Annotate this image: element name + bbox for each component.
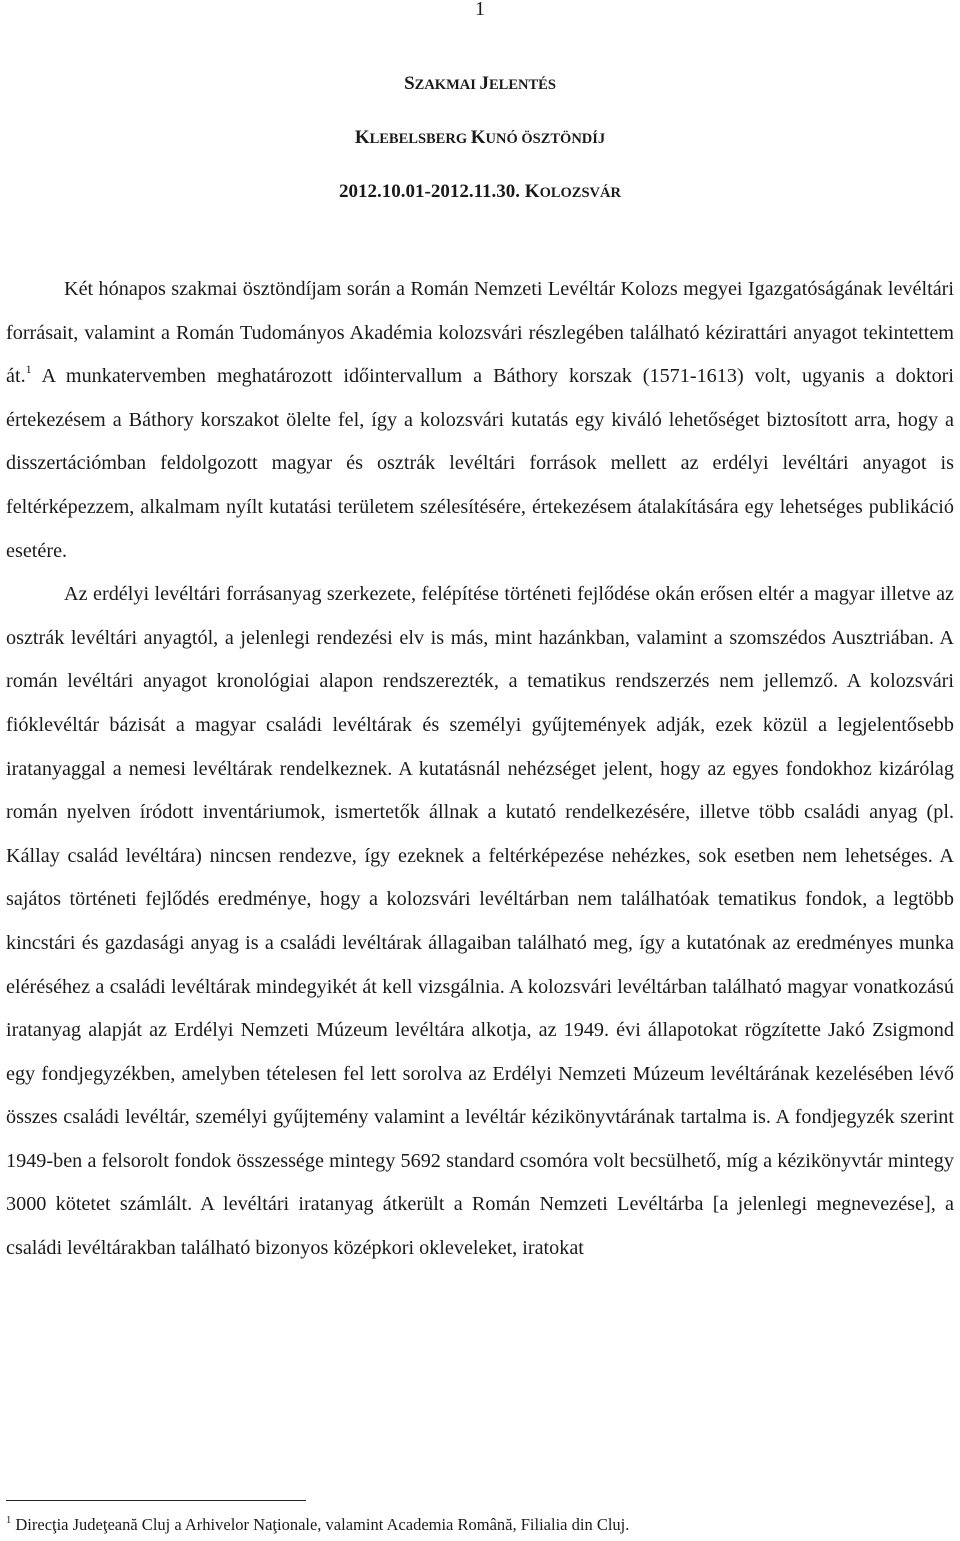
report-title: SZAKMAI JELENTÉS: [404, 73, 556, 94]
footnote: [6, 1515, 629, 1535]
report-body: [6, 268, 954, 1271]
paragraph-1: Két hónapos szakmai ösztöndíjam során a Román Nemzeti Levéltár Kolozs megyei Igazgatóságának levéltári forrásait, valamint a Román Tudományos Akadémia kolozsvári részlegében található kézirattári anyagot tekintettem át.$^1$ A munkatervemben meghatározott időintervallum a Báthory korszak (1571-1613) volt, ugyanis a doktori értekezésem a Báthory korszakot ölelte fel, így a kolozsvári kutatás egy kiváló lehetőséget biztosított arra, hogy a disszertációmban feldolgozott magyar és osztrák levéltári források mellett az erdélyi levéltári anyagot is feltérképezzem, alkalmam nyílt kutatási területem szélesítésére, értekezésem átalakítására egy lehetséges publikáció esetére.: [6, 278, 954, 562]
scholarship-name: KLEBELSBERG KUNÓ ÖSZTÖNDÍJ: [354, 127, 606, 148]
footnote-text: Direcţia Judeţeană Cluj a Arhivelor Naţionale, valamint Academia Română, Filialia din Cluj.: [11, 1515, 630, 1534]
footnote-reference: 1: [25, 362, 32, 377]
footnote-number: 1: [6, 1515, 12, 1526]
footnote-separator: [6, 1500, 306, 1501]
paragraph-2: Az erdélyi levéltári forrásanyag szerkezete, felépítése történeti fejlődése okán erősen eltér a magyar illetve az osztrák levéltári anyagtól, a jelenlegi rendezési elv is más, mint hazánkban, valamint a szomszédos Ausztriában. A román levéltári anyagot kronológiai alapon rendszerezték, a tematikus rendszerzés nem jellemző. A kolozsvári fióklevéltár bázisát a magyar családi levéltárak és személyi gyűjtemények adják, ezek közül a legjelentősebb iratanyaggal a nemesi levéltárak rendelkeznek. A kutatásnál nehézséget jelent, hogy az egyes fondokhoz kizárólag román nyelven íródott inventáriumok, ismertetők állnak a kutató rendelkezésére, illetve több családi anyag (pl. Kállay család levéltára) nincsen rendezve, így ezeknek a feltérképezése nehézkes, sok esetben nem lehetséges. A sajátos történeti fejlődés eredménye, hogy a kolozsvári levéltárban nem találhatóak tematikus fondok, a legtöbb kincstári és gazdasági anyag is a családi levéltárak állagaiban található meg, így a kutatónak az eredményes munka eléréséhez a családi levéltárak mindegyikét át kell vizsgálnia. A kolozsvári levéltárban található magyar vonatkozású iratanyag alapját az Erdélyi Nemzeti Múzeum levéltára alkotja, az 1949. évi állapotokat rögzítette Jakó Zsigmond egy fondjegyzékben, amelyben tételesen fel lett sorolva az Erdélyi Nemzeti Múzeum levéltárának kezelésében lévő összes családi levéltár, személyi gyűjtemény valamint a levéltár kézikönyvtárának tartalma is. A fondjegyzék szerint 1949-ben a felsorolt fondok összessége mintegy 5692 standard csomóra volt becsülhető, míg a kézikönyvtár mintegy 3000 kötetet számlált. A levéltári iratanyag átkerült a Román Nemzeti Levéltárba [a jelenlegi megnevezése], a családi levéltárakban található bizonyos középkori okleveleket, iratokat: [6, 583, 954, 1260]
period-and-place: 2012.10.01-2012.11.30. KOLOZSVÁR: [339, 181, 621, 202]
page-number: 1: [475, 0, 485, 20]
